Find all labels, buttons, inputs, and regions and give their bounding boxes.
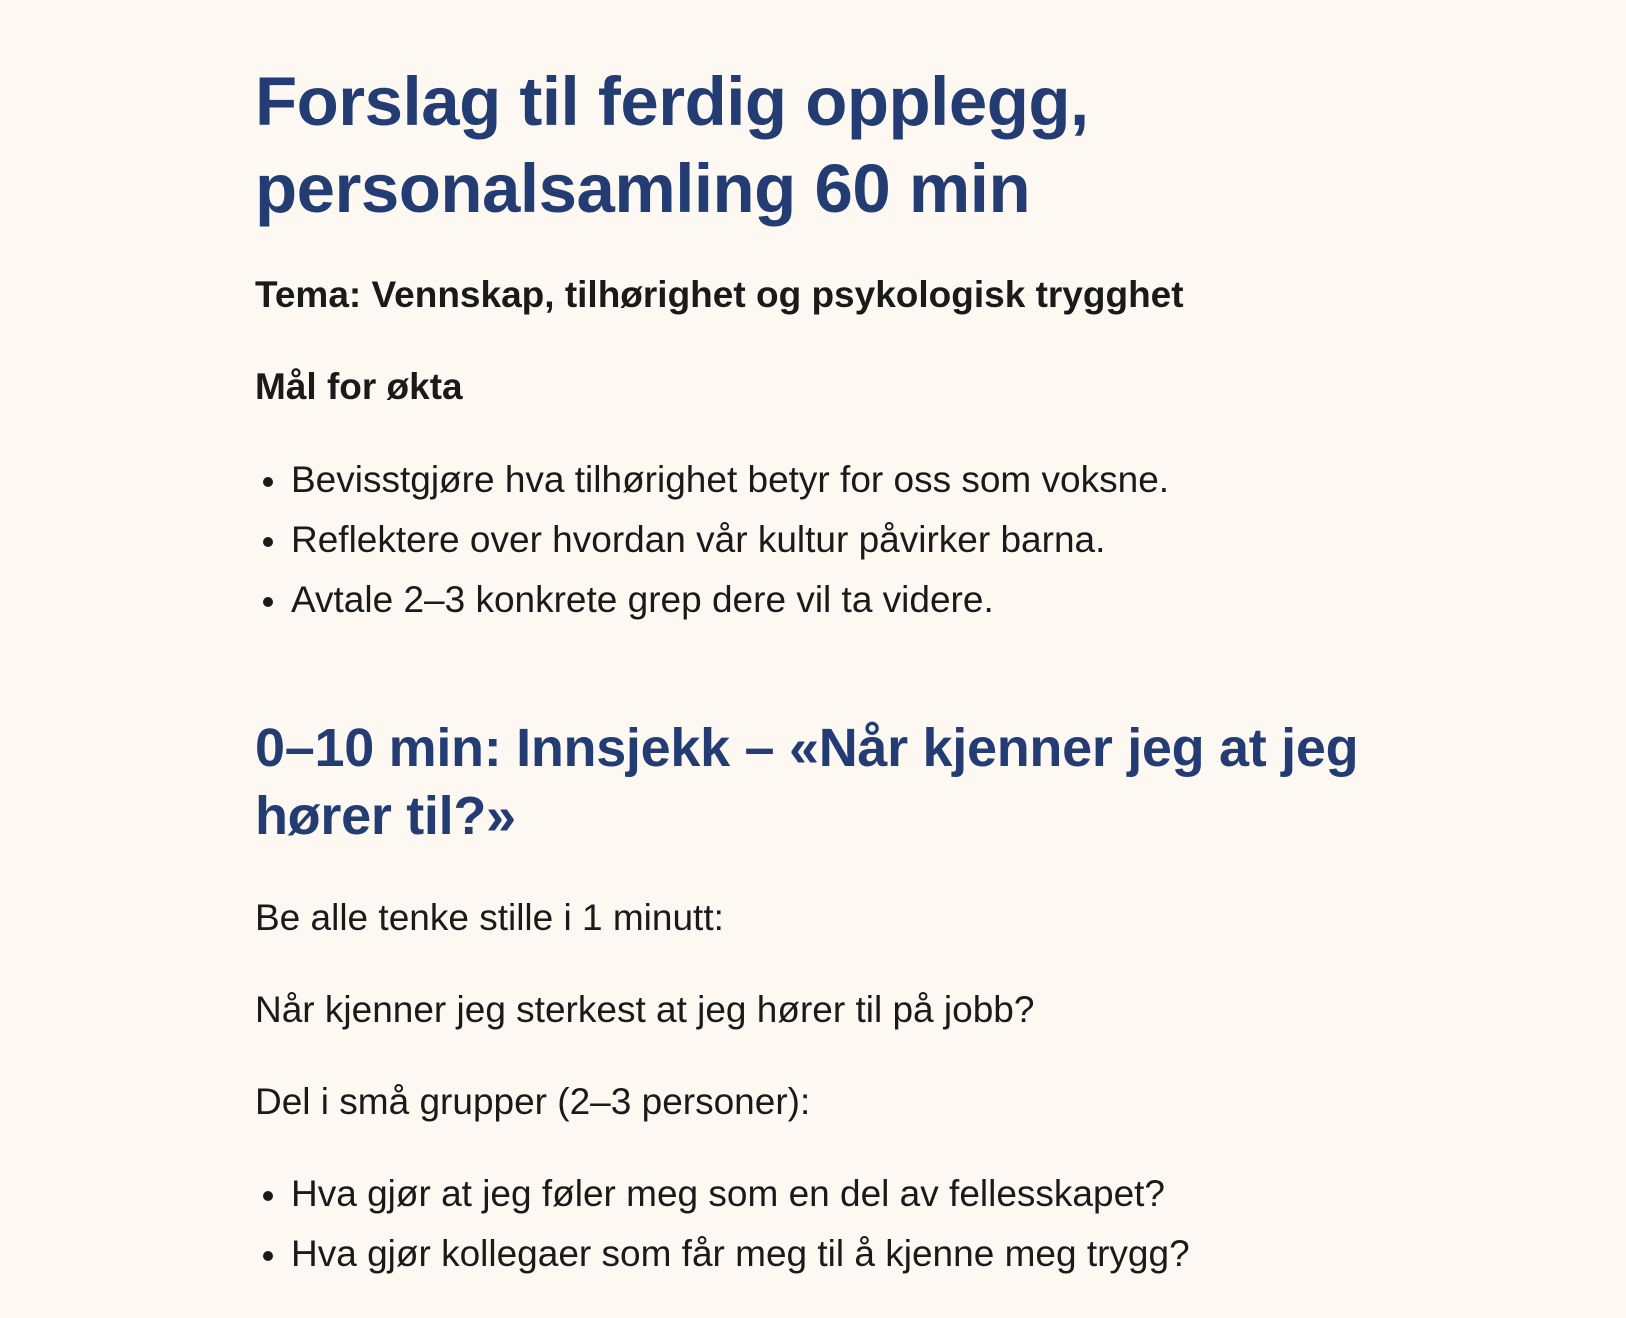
- bullet-icon: [263, 597, 273, 607]
- goals-list-item: [255, 450, 1435, 510]
- intro-text: Be alle tenke stille i 1 minutt:: [255, 897, 724, 938]
- bullet-icon: [263, 537, 273, 547]
- section-heading: 0–10 min: Innsjekk – «Når kjenner jeg at jeg hører til?»: [255, 718, 1359, 846]
- question-text: Når kjenner jeg sterkest at jeg hører til på jobb?: [255, 989, 1035, 1030]
- group-instruction-text: Del i små grupper (2–3 personer):: [255, 1081, 811, 1122]
- goals-list-item: [255, 570, 1435, 630]
- theme-text: Tema: Vennskap, tilhørighet og psykologisk trygghet: [255, 274, 1184, 315]
- group-question-item: [255, 1164, 1435, 1224]
- group-questions-list: [255, 1164, 1435, 1284]
- page-title: Forslag til ferdig opplegg, personalsamling 60 min: [255, 63, 1089, 227]
- group-question-item: [255, 1224, 1435, 1284]
- goals-list-item: [255, 510, 1435, 570]
- bullet-icon: [263, 1191, 273, 1201]
- article: [255, 0, 1435, 1284]
- goals-heading: Mål for økta: [255, 366, 463, 407]
- goals-list: [255, 450, 1435, 630]
- goals-item-text: Avtale 2–3 konkrete grep dere vil ta videre.: [291, 579, 994, 620]
- group-question-text: Hva gjør kollegaer som får meg til å kjenne meg trygg?: [291, 1233, 1190, 1274]
- goals-item-text: Reflektere over hvordan vår kultur påvirker barna.: [291, 519, 1106, 560]
- bullet-icon: [263, 477, 273, 487]
- bullet-icon: [263, 1251, 273, 1261]
- group-question-text: Hva gjør at jeg føler meg som en del av fellesskapet?: [291, 1173, 1165, 1214]
- goals-item-text: Bevisstgjøre hva tilhørighet betyr for oss som voksne.: [291, 459, 1170, 500]
